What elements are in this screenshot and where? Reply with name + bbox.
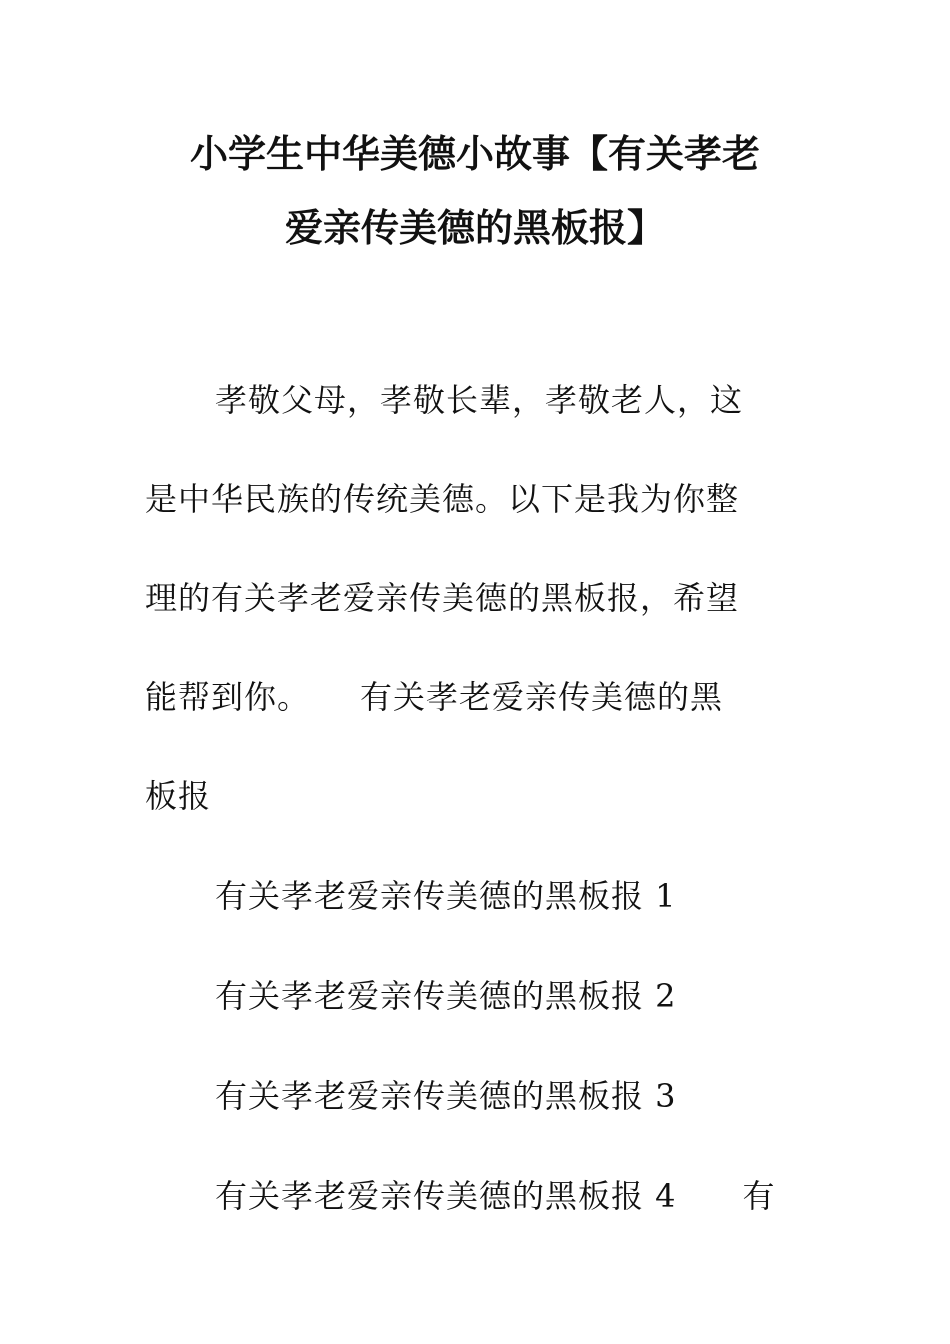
body-line: 是中华民族的传统美德。以下是我为你整	[145, 480, 740, 518]
title-line-2: 爱亲传美德的黑板报】	[284, 206, 665, 250]
body-line: 板报	[145, 777, 212, 815]
list-item: 有关孝老爱亲传美德的黑板报 1	[215, 877, 677, 915]
body-line: 理的有关孝老爱亲传美德的黑板报，希望	[145, 579, 740, 617]
list-item: 有关孝老爱亲传美德的黑板报 3	[215, 1077, 677, 1115]
list-item: 有关孝老爱亲传美德的黑板报 2	[215, 977, 677, 1015]
body-line: 能帮到你。 有关孝老爱亲传美德的黑	[145, 678, 724, 716]
list-item: 有关孝老爱亲传美德的黑板报 4 有	[215, 1177, 776, 1215]
title-line-1: 小学生中华美德小故事【有关孝老	[189, 132, 760, 176]
body-line: 孝敬父母，孝敬长辈，孝敬老人，这	[215, 381, 744, 419]
